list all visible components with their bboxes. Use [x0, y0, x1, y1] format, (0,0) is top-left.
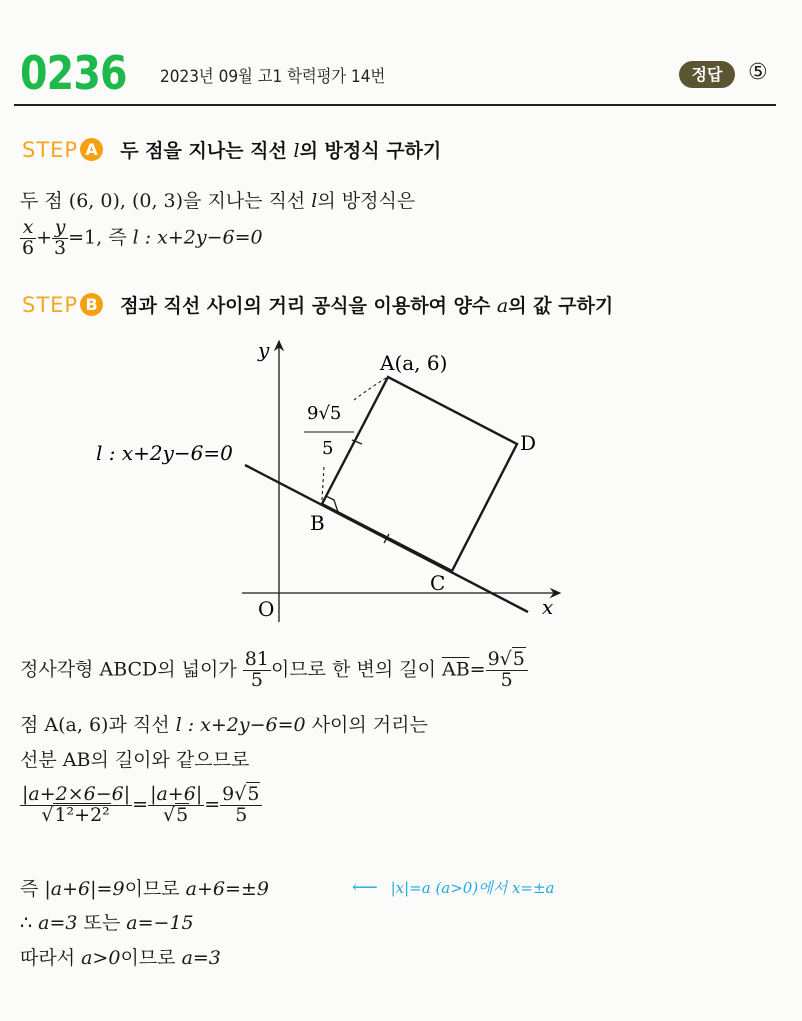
solution-line-5 [20, 874, 269, 901]
text: 또는 [77, 912, 127, 934]
step-a-title-text-2: 의 방정식 구하기 [299, 140, 442, 162]
therefore-icon: ∴ [20, 912, 39, 934]
step-a-title-text: 두 점을 지나는 직선 [120, 140, 294, 162]
text: 이므로 한 변의 길이 [270, 658, 442, 681]
x-axis-label: x [542, 595, 554, 619]
equation: a+6=±9 [185, 878, 269, 900]
step-a-title-var: l [293, 140, 300, 162]
equals: = [132, 793, 149, 816]
step-b-circle-icon: B [80, 293, 103, 316]
coef: 9 [487, 648, 500, 670]
text: 정사각형 [20, 658, 100, 681]
text: 사이의 거리는 [305, 714, 428, 736]
solution-line-7 [20, 943, 221, 970]
text: 따라서 [20, 947, 82, 969]
line-l-label: l : x+2y−6=0 [96, 441, 233, 465]
text: 과 직선 [108, 714, 176, 736]
var: l [175, 714, 182, 736]
fraction-area [243, 650, 271, 691]
abcd: ABCD [99, 658, 158, 681]
arrow-left-icon: ⟵ [352, 877, 378, 898]
text: 이므로 [120, 947, 182, 969]
equals: = [469, 658, 486, 681]
text: 을 지나는 직선 [183, 190, 312, 212]
step-b-title-text: 점과 직선 사이의 거리 공식을 이용하여 양수 [120, 295, 497, 317]
step-label: STEP [22, 293, 79, 317]
text: 의 넓이가 [157, 658, 243, 681]
fraction-distance [20, 785, 132, 826]
rad: 1²+2² [54, 803, 110, 826]
point-c-label: C [430, 571, 446, 595]
solution-line-1 [20, 650, 528, 691]
final-answer: a=3 [181, 947, 221, 969]
side-length-denominator: 5 [322, 438, 334, 459]
coef: 9 [222, 783, 235, 805]
hint-text: |x|=a (a>0)에서 x=±a [390, 879, 555, 897]
line-equation: : x+2y−6=0 [181, 714, 306, 736]
fraction-side [486, 650, 528, 691]
solution-line-2 [20, 710, 428, 737]
line-name: l [132, 226, 139, 249]
hint-note [352, 877, 555, 898]
sqrt-icon: √5 [163, 803, 189, 826]
text: 의 방정식은 [317, 190, 416, 212]
text: 즉 [20, 878, 45, 900]
point-a-label: A(a, 6) [380, 351, 448, 375]
den: 5 [250, 668, 263, 691]
eq-rhs: =1, [68, 226, 103, 249]
points: (6, 0), (0, 3) [68, 190, 184, 212]
den: 5 [500, 668, 513, 691]
step-b-title-text-2: 의 값 구하기 [508, 295, 614, 317]
abs-equation: |a+6|=9 [44, 878, 125, 900]
equals: = [204, 793, 221, 816]
num: 81 [244, 648, 269, 670]
dashed-leader-b [322, 466, 324, 500]
text: 의 길이와 같으므로 [90, 749, 250, 771]
square-abcd [322, 377, 517, 571]
text: 즉 [102, 226, 133, 249]
problem-source: 2023년 09월 고1 학력평가 14번 [160, 67, 386, 87]
var: l [311, 190, 318, 212]
sqrt-icon: √5 [234, 783, 260, 805]
segment-ab: $\overline{AB}$ [441, 658, 470, 681]
sqrt-icon: √5 [499, 648, 525, 670]
solution-line-3 [20, 745, 249, 772]
step-b-title-var: a [496, 295, 509, 317]
problem-number: 0236 [20, 46, 127, 100]
den: 3 [54, 236, 67, 259]
solution-line-6 [20, 908, 194, 935]
point-b-label: B [310, 511, 325, 535]
den: 6 [22, 236, 35, 259]
condition: a>0 [81, 947, 121, 969]
answer-value: ⑤ [748, 60, 768, 85]
equation: a=3 [38, 912, 78, 934]
text: 이므로 [124, 878, 186, 900]
origin-label: O [258, 597, 275, 621]
num: y [52, 218, 68, 239]
line-equation: : x+2y−6=0 [138, 226, 263, 249]
answer-badge: 정답 [679, 61, 735, 88]
text: 두 점 [20, 190, 69, 212]
rad: 5 [176, 803, 189, 826]
rad: 5 [247, 783, 260, 805]
fraction-simplified [148, 785, 204, 826]
sqrt-icon: √1²+2² [41, 803, 110, 826]
num: |a+6| [150, 783, 203, 805]
plus: + [36, 226, 53, 249]
rad: 5 [512, 648, 525, 670]
fraction-result [220, 785, 262, 826]
point-d-label: D [520, 431, 537, 455]
y-axis-label: y [258, 338, 270, 362]
ab: AB [62, 749, 91, 771]
step-label: STEP [22, 138, 79, 162]
step-a-circle-icon: A [80, 138, 103, 161]
side-length-numerator: 9√5 [307, 403, 342, 424]
text: 선분 [20, 749, 63, 771]
num: |a+2×6−6| [22, 783, 131, 805]
text: 점 [20, 714, 45, 736]
distance-formula [20, 785, 262, 826]
num: x [20, 218, 36, 239]
equation: a=−15 [126, 912, 194, 934]
point-a: A(a, 6) [44, 714, 109, 736]
den: 5 [235, 803, 248, 826]
